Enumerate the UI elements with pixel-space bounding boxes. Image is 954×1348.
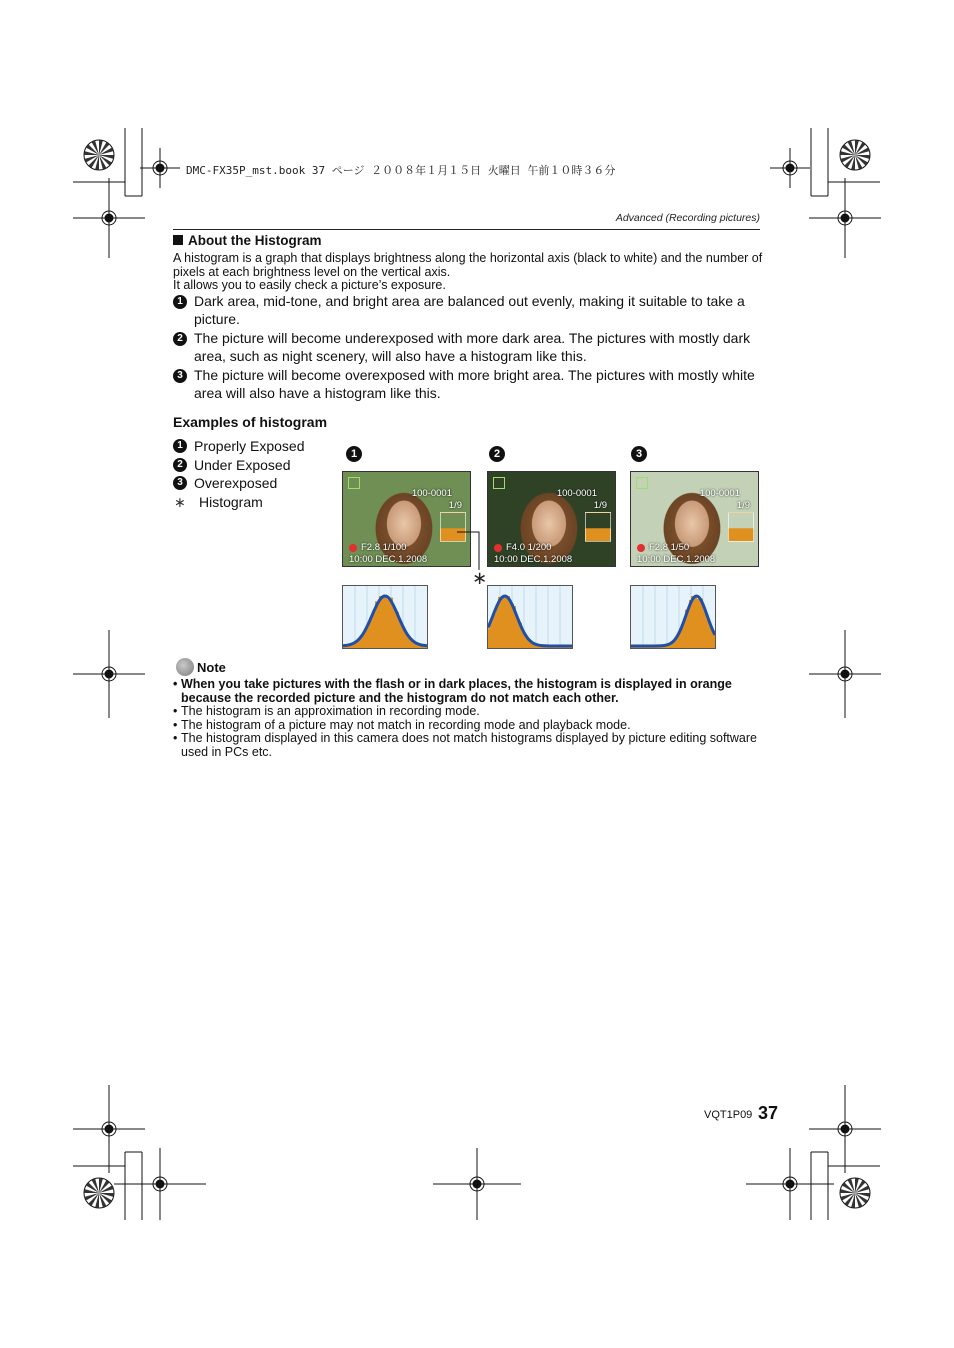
note-title: Note bbox=[197, 660, 226, 675]
file-number: 100-0001 bbox=[411, 488, 452, 499]
histogram-bar bbox=[697, 599, 699, 648]
histogram-bar bbox=[504, 596, 506, 648]
histogram-bar bbox=[496, 605, 498, 648]
histogram-callout-line bbox=[455, 528, 485, 573]
print-header: DMC-FX35P_mst.book 37 ページ ２００８年１月１５日 火曜日 午前１０時３６分 bbox=[186, 164, 616, 177]
note-icon bbox=[176, 658, 194, 676]
number-3-icon: 3 bbox=[173, 369, 187, 383]
picture-count: 1/9 bbox=[593, 500, 607, 511]
header-rule bbox=[173, 229, 760, 230]
legend-item bbox=[173, 474, 305, 493]
histogram-explanation-list bbox=[173, 292, 763, 403]
camera-screen-1 bbox=[342, 471, 471, 567]
asterisk-icon: ∗ bbox=[174, 493, 186, 510]
number-2-icon: 2 bbox=[173, 332, 187, 346]
file-number: 100-0001 bbox=[699, 488, 740, 499]
screen-2-number: 2 bbox=[489, 446, 505, 462]
note-list bbox=[173, 678, 763, 759]
histogram-callout-asterisk: ∗ bbox=[472, 568, 488, 588]
histogram-bar bbox=[383, 596, 385, 648]
section-title bbox=[173, 233, 322, 248]
histogram-bar bbox=[488, 628, 490, 648]
number-3-icon: 3 bbox=[173, 476, 187, 490]
record-icon bbox=[494, 544, 502, 552]
histogram-bar bbox=[695, 596, 697, 648]
intro-line: A histogram is a graph that displays brightness along the horizontal axis (black to white) and the number of pixels at each brightness level on the vertical axis. bbox=[173, 251, 763, 279]
note-item: • The histogram of a picture may not match in recording mode and playback mode. bbox=[173, 719, 763, 733]
histogram-bar bbox=[389, 598, 391, 648]
playback-icon bbox=[493, 477, 505, 489]
square-bullet-icon bbox=[173, 235, 183, 245]
histogram-bar bbox=[502, 596, 504, 648]
exposure-info: F2.8 1/50 bbox=[649, 542, 690, 553]
histogram-bar bbox=[693, 596, 695, 648]
mini-histogram bbox=[728, 512, 754, 542]
note-heading bbox=[176, 658, 226, 676]
playback-icon bbox=[636, 477, 648, 489]
legend-item bbox=[173, 437, 305, 456]
examples-legend bbox=[173, 437, 305, 511]
explanation-item bbox=[173, 329, 763, 365]
legend-label: Overexposed bbox=[194, 475, 278, 491]
record-icon bbox=[637, 544, 645, 552]
examples-title: Examples of histogram bbox=[173, 414, 328, 430]
histogram-bar bbox=[381, 596, 383, 648]
histogram-bar bbox=[506, 596, 508, 648]
histogram-graph-2 bbox=[487, 585, 573, 649]
record-icon bbox=[349, 544, 357, 552]
explanation-text: Dark area, mid-tone, and bright area are balanced out evenly, making it suitable to take a picture. bbox=[194, 293, 745, 327]
page-number: 37 bbox=[758, 1103, 779, 1123]
histogram-bar bbox=[703, 610, 705, 648]
date-time: 10:00 DEC.1.2008 bbox=[637, 554, 716, 565]
note-item: • The histogram displayed in this camera does not match histograms displayed by picture editing software used in PCs etc. bbox=[173, 732, 763, 759]
legend-item bbox=[173, 456, 305, 475]
histogram-bar bbox=[379, 596, 381, 648]
histogram-bar bbox=[393, 608, 395, 648]
histogram-bar bbox=[494, 613, 496, 648]
explanation-text: The picture will become overexposed with more bright area. The pictures with mostly white area will also have a histogram like this. bbox=[194, 367, 755, 401]
playback-icon bbox=[348, 477, 360, 489]
note-item: • When you take pictures with the flash or in dark places, the histogram is displayed in orange because the recorded picture and the histogram do not match each other. bbox=[173, 678, 763, 705]
explanation-text: The picture will become underexposed with more dark area. The pictures with mostly dark area, such as night scenery, will also have a histogram like this. bbox=[194, 330, 751, 364]
histogram-bar bbox=[385, 596, 387, 648]
histogram-bar bbox=[387, 599, 389, 648]
camera-screen-3 bbox=[630, 471, 759, 567]
explanation-item bbox=[173, 366, 763, 402]
picture-count: 1/9 bbox=[448, 500, 462, 511]
date-time: 10:00 DEC.1.2008 bbox=[349, 554, 428, 565]
histogram-bar bbox=[508, 596, 510, 648]
running-head: Advanced (Recording pictures) bbox=[615, 212, 760, 224]
number-1-icon: 1 bbox=[173, 439, 187, 453]
number-2-icon: 2 bbox=[173, 458, 187, 472]
explanation-item bbox=[173, 292, 763, 328]
intro-line: It allows you to easily check a picture’s exposure. bbox=[173, 278, 446, 292]
exposure-info: F2.8 1/100 bbox=[361, 542, 407, 553]
legend-label: Under Exposed bbox=[194, 456, 291, 473]
screen-1-number: 1 bbox=[346, 446, 362, 462]
note-item: • The histogram is an approximation in recording mode. bbox=[173, 705, 763, 719]
screen-3-number: 3 bbox=[631, 446, 647, 462]
exposure-info: F4.0 1/200 bbox=[506, 542, 552, 553]
number-1-icon: 1 bbox=[173, 295, 187, 309]
picture-count: 1/9 bbox=[736, 500, 750, 511]
legend-label: Properly Exposed bbox=[194, 438, 305, 454]
date-time: 10:00 DEC.1.2008 bbox=[494, 554, 573, 565]
histogram-bar bbox=[500, 599, 502, 648]
legend-label: Histogram bbox=[199, 493, 263, 510]
file-number: 100-0001 bbox=[556, 488, 597, 499]
camera-screen-2 bbox=[487, 471, 616, 567]
histogram-bar bbox=[371, 617, 373, 648]
legend-item bbox=[173, 493, 305, 512]
histogram-bar bbox=[377, 603, 379, 648]
histogram-bar bbox=[510, 603, 512, 648]
histogram-graph-3 bbox=[630, 585, 716, 649]
histogram-graph-1 bbox=[342, 585, 428, 649]
model-code: VQT1P09 bbox=[704, 1109, 753, 1121]
intro-text bbox=[173, 252, 763, 293]
mini-histogram bbox=[585, 512, 611, 542]
histogram-bar bbox=[699, 598, 701, 648]
section-title-text: About the Histogram bbox=[188, 233, 322, 248]
